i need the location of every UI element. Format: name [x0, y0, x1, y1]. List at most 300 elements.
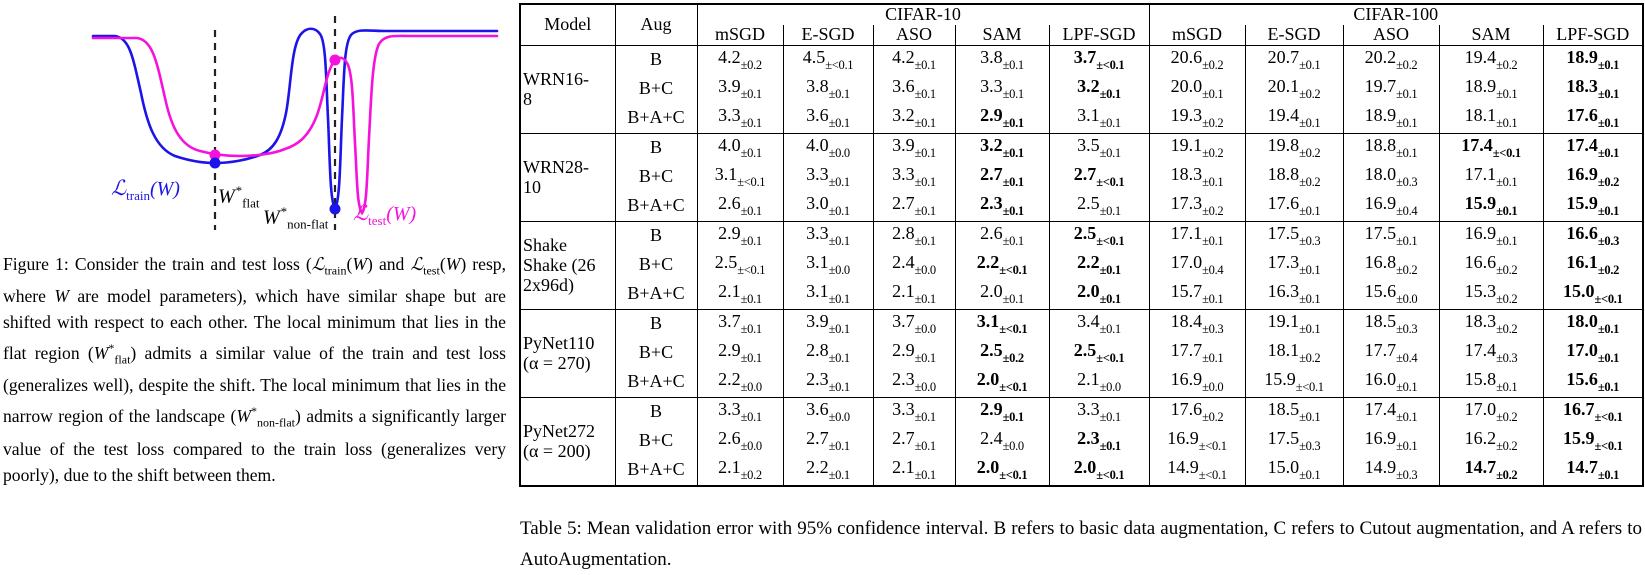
- error-ci: ±0.2: [1202, 58, 1224, 73]
- error-ci: ±<0.1: [1594, 410, 1623, 425]
- error-mean: 3.3: [806, 223, 829, 244]
- error-ci: ±<0.1: [1096, 234, 1125, 249]
- error-value-cell: [783, 309, 873, 339]
- error-value-cell: [1439, 251, 1543, 280]
- nonflat-minimum-label: $W^*_{non-flat}$: [263, 204, 329, 232]
- error-mean: 3.7: [1073, 47, 1097, 68]
- error-mean: 17.4: [1464, 340, 1497, 361]
- error-value-cell: [955, 368, 1049, 398]
- error-mean: 18.8: [1364, 135, 1397, 156]
- error-ci: ±0.0: [1396, 292, 1418, 307]
- error-mean: 2.6: [980, 223, 1003, 244]
- error-value-cell: [697, 163, 783, 192]
- error-value-cell: [1245, 397, 1343, 427]
- error-value-cell: [1245, 427, 1343, 456]
- error-value-cell: [1543, 133, 1643, 163]
- error-mean: 2.8: [806, 340, 829, 361]
- error-value-cell: [1439, 339, 1543, 368]
- error-ci: ±0.1: [1099, 146, 1121, 161]
- error-ci: ±0.1: [1597, 87, 1620, 102]
- error-mean: 3.3: [806, 164, 829, 185]
- error-mean: 2.5: [1073, 340, 1097, 361]
- method-header: mSGD: [697, 25, 783, 45]
- error-value-cell: [1439, 192, 1543, 222]
- error-mean: 18.8: [1267, 164, 1300, 185]
- error-mean: 2.1: [892, 457, 915, 478]
- aug-cell: B: [615, 45, 697, 75]
- error-ci: ±0.2: [1299, 87, 1321, 102]
- error-value-cell: [1149, 427, 1245, 456]
- aug-cell: B+C: [615, 339, 697, 368]
- error-value-cell: [873, 75, 955, 104]
- error-ci: ±0.1: [914, 87, 936, 102]
- error-ci: ±0.1: [1597, 58, 1620, 73]
- error-ci: ±0.1: [1597, 351, 1620, 366]
- aug-cell: B+A+C: [615, 192, 697, 222]
- error-value-cell: [697, 368, 783, 398]
- error-ci: ±0.3: [1597, 234, 1620, 249]
- error-value-cell: [1543, 280, 1643, 310]
- error-value-cell: [1049, 368, 1149, 398]
- error-ci: ±<0.1: [737, 263, 766, 278]
- error-ci: ±<0.1: [1096, 175, 1125, 190]
- error-ci: ±0.2: [1496, 410, 1518, 425]
- model-name-line: Shake (26: [523, 255, 596, 276]
- error-value-cell: [1543, 368, 1643, 398]
- error-mean: 20.2: [1364, 47, 1397, 68]
- error-ci: ±0.1: [1597, 116, 1620, 131]
- error-mean: 2.4: [892, 252, 915, 273]
- error-ci: ±0.1: [914, 204, 936, 219]
- error-value-cell: [1245, 251, 1343, 280]
- error-value-cell: [955, 280, 1049, 310]
- model-name-line: WRN28-: [523, 156, 589, 177]
- aug-cell: B: [615, 309, 697, 339]
- error-ci: ±0.1: [914, 410, 936, 425]
- error-ci: ±0.2: [1299, 175, 1321, 190]
- error-mean: 14.9: [1167, 457, 1199, 478]
- error-ci: ±0.1: [1299, 116, 1321, 131]
- caption-segment: and: [372, 253, 411, 274]
- error-mean: 3.4: [1077, 311, 1100, 332]
- error-value-cell: [1245, 456, 1343, 486]
- error-mean: 2.5: [1077, 193, 1100, 214]
- error-value-cell: [1343, 251, 1439, 280]
- error-mean: 17.5: [1267, 428, 1300, 449]
- error-mean: 3.6: [806, 105, 829, 126]
- error-mean: 16.2: [1464, 428, 1497, 449]
- error-value-cell: [1343, 104, 1439, 134]
- error-value-cell: [1245, 45, 1343, 75]
- error-value-cell: [1049, 251, 1149, 280]
- method-header: SAM: [1439, 25, 1543, 45]
- error-mean: 17.1: [1464, 164, 1497, 185]
- aug-cell: B+C: [615, 251, 697, 280]
- error-mean: 15.9: [1566, 193, 1598, 214]
- error-ci: ±<0.1: [999, 468, 1028, 483]
- error-ci: ±0.1: [1002, 410, 1024, 425]
- error-mean: 3.5: [1077, 135, 1100, 156]
- caption-segment: ) admits a significantly larger value of the test loss compared to the train loss (generalizes very poorly), due to the shift between them.: [3, 406, 506, 485]
- train-flat-point: [210, 158, 221, 169]
- error-mean: 14.9: [1364, 457, 1397, 478]
- dataset-group-header: CIFAR-100: [1149, 4, 1643, 25]
- error-ci: ±0.1: [740, 204, 762, 219]
- error-mean: 2.4: [980, 428, 1003, 449]
- error-mean: 18.5: [1364, 311, 1397, 332]
- error-mean: 2.3: [980, 193, 1003, 214]
- error-value-cell: [783, 397, 873, 427]
- table-row: [520, 251, 1643, 280]
- error-mean: 18.3: [1170, 164, 1203, 185]
- error-ci: ±0.0: [740, 380, 762, 395]
- error-ci: ±0.1: [914, 116, 936, 131]
- error-value-cell: [1439, 456, 1543, 486]
- error-value-cell: [783, 368, 873, 398]
- aug-cell: B: [615, 221, 697, 251]
- aug-column-header: Aug: [615, 4, 697, 45]
- error-mean: 2.0: [976, 369, 1000, 390]
- error-value-cell: [873, 456, 955, 486]
- error-mean: 2.9: [980, 399, 1003, 420]
- error-value-cell: [955, 456, 1049, 486]
- error-value-cell: [1149, 456, 1245, 486]
- caption-segment: W: [54, 286, 69, 307]
- error-value-cell: [1149, 280, 1245, 310]
- error-value-cell: [1343, 133, 1439, 163]
- error-value-cell: [783, 339, 873, 368]
- error-mean: 15.6: [1566, 369, 1598, 390]
- error-mean: 16.8: [1364, 252, 1397, 273]
- error-ci: ±0.1: [740, 146, 762, 161]
- error-mean: 2.8: [892, 223, 915, 244]
- error-ci: ±0.4: [1202, 263, 1224, 278]
- error-ci: ±0.1: [828, 234, 850, 249]
- error-ci: ±0.1: [1299, 292, 1321, 307]
- method-header: LPF-SGD: [1543, 25, 1643, 45]
- loss-landscape-figure: [85, 8, 505, 236]
- error-value-cell: [1343, 45, 1439, 75]
- caption-segment: (: [439, 253, 446, 274]
- error-value-cell: [1149, 75, 1245, 104]
- error-mean: 3.3: [718, 399, 741, 420]
- error-ci: ±0.2: [1496, 58, 1518, 73]
- error-mean: 20.6: [1170, 47, 1203, 68]
- error-mean: 19.1: [1267, 311, 1300, 332]
- error-ci: ±0.2: [1299, 351, 1321, 366]
- error-mean: 19.1: [1170, 135, 1203, 156]
- error-value-cell: [1049, 221, 1149, 251]
- error-value-cell: [1543, 397, 1643, 427]
- error-value-cell: [1543, 339, 1643, 368]
- method-header: ASO: [873, 25, 955, 45]
- error-value-cell: [873, 339, 955, 368]
- error-ci: ±0.1: [1597, 146, 1620, 161]
- model-name-line: 8: [523, 89, 532, 110]
- error-ci: ±<0.1: [999, 380, 1028, 395]
- error-ci: ±0.1: [1299, 468, 1321, 483]
- table-row: [520, 309, 1643, 339]
- error-mean: 3.2: [980, 135, 1003, 156]
- error-value-cell: [955, 397, 1049, 427]
- caption-segment: ): [366, 253, 373, 274]
- caption-segment: flat: [114, 352, 131, 367]
- caption-segment: train: [324, 263, 347, 278]
- error-value-cell: [783, 45, 873, 75]
- error-ci: ±0.0: [914, 263, 936, 278]
- error-value-cell: [1049, 456, 1149, 486]
- error-value-cell: [1049, 339, 1149, 368]
- error-value-cell: [1149, 192, 1245, 222]
- error-ci: ±<0.1: [1198, 439, 1227, 454]
- error-value-cell: [1439, 368, 1543, 398]
- error-value-cell: [783, 251, 873, 280]
- error-mean: 2.6: [718, 193, 741, 214]
- error-value-cell: [1343, 456, 1439, 486]
- table-row: [520, 456, 1643, 486]
- error-mean: 2.3: [806, 369, 829, 390]
- figure-caption: [3, 251, 506, 488]
- error-mean: 16.9: [1364, 193, 1397, 214]
- error-value-cell: [873, 309, 955, 339]
- caption-segment: ) admits a similar value of the train and test loss (generalizes well), despite the shift. The local minimum that lies in the narrow region of the landscape (: [3, 342, 507, 427]
- error-mean: 18.5: [1267, 399, 1300, 420]
- error-value-cell: [783, 221, 873, 251]
- error-value-cell: [1439, 280, 1543, 310]
- error-value-cell: [955, 104, 1049, 134]
- error-value-cell: [1245, 75, 1343, 104]
- error-ci: ±0.0: [914, 322, 936, 337]
- error-value-cell: [697, 309, 783, 339]
- error-value-cell: [1149, 397, 1245, 427]
- error-ci: ±0.0: [828, 263, 850, 278]
- error-value-cell: [783, 133, 873, 163]
- error-mean: 2.6: [718, 428, 741, 449]
- error-value-cell: [697, 397, 783, 427]
- error-mean: 2.2: [806, 457, 829, 478]
- error-value-cell: [1149, 339, 1245, 368]
- error-value-cell: [955, 75, 1049, 104]
- error-mean: 19.7: [1364, 76, 1397, 97]
- error-value-cell: [873, 397, 955, 427]
- error-value-cell: [1343, 368, 1439, 398]
- error-ci: ±0.2: [1597, 263, 1620, 278]
- error-mean: 3.6: [806, 399, 829, 420]
- error-mean: 15.3: [1464, 281, 1497, 302]
- error-ci: ±0.1: [1299, 58, 1321, 73]
- error-ci: ±0.1: [828, 87, 850, 102]
- caption-segment: test: [423, 263, 440, 278]
- error-ci: ±0.1: [914, 175, 936, 190]
- results-table: [519, 3, 1644, 487]
- error-mean: 16.1: [1566, 252, 1598, 273]
- method-header: LPF-SGD: [1049, 25, 1149, 45]
- error-ci: ±0.2: [1496, 468, 1518, 483]
- error-ci: ±0.1: [828, 292, 850, 307]
- error-mean: 16.6: [1566, 223, 1598, 244]
- error-mean: 3.1: [714, 164, 738, 185]
- error-value-cell: [697, 280, 783, 310]
- error-ci: ±<0.1: [1096, 351, 1125, 366]
- error-mean: 2.0: [1073, 457, 1097, 478]
- error-ci: ±0.1: [828, 116, 850, 131]
- model-cell: [520, 45, 615, 133]
- error-ci: ±0.1: [1202, 87, 1224, 102]
- error-ci: ±<0.1: [999, 322, 1028, 337]
- error-ci: ±0.1: [1299, 204, 1321, 219]
- error-ci: ±0.0: [828, 146, 850, 161]
- test-nonflat-point: [330, 55, 341, 66]
- error-ci: ±<0.1: [1295, 380, 1324, 395]
- error-value-cell: [697, 339, 783, 368]
- error-ci: ±0.1: [1396, 380, 1418, 395]
- error-ci: ±0.1: [1396, 234, 1418, 249]
- error-mean: 3.7: [718, 311, 741, 332]
- model-cell: [520, 221, 615, 309]
- aug-cell: B+A+C: [615, 104, 697, 134]
- error-ci: ±0.1: [1002, 58, 1024, 73]
- error-mean: 16.0: [1364, 369, 1397, 390]
- error-ci: ±0.1: [1202, 351, 1224, 366]
- error-mean: 2.7: [892, 428, 915, 449]
- error-ci: ±0.1: [914, 292, 936, 307]
- model-name-line: 10: [523, 177, 541, 198]
- error-value-cell: [1049, 397, 1149, 427]
- error-ci: ±<0.1: [1594, 292, 1623, 307]
- error-ci: ±0.2: [1496, 263, 1518, 278]
- results-table-wrap: [519, 3, 1644, 487]
- aug-cell: B+A+C: [615, 368, 697, 398]
- error-mean: 20.0: [1170, 76, 1203, 97]
- error-mean: 15.0: [1562, 281, 1595, 302]
- error-ci: ±0.1: [1597, 468, 1620, 483]
- error-mean: 3.3: [892, 164, 915, 185]
- error-ci: ±0.1: [914, 234, 936, 249]
- error-value-cell: [1343, 309, 1439, 339]
- model-name-line: WRN16-: [523, 68, 589, 89]
- error-ci: ±0.2: [740, 58, 762, 73]
- error-mean: 2.0: [980, 281, 1003, 302]
- error-ci: ±0.2: [1299, 146, 1321, 161]
- error-mean: 19.8: [1267, 135, 1300, 156]
- error-ci: ±0.1: [828, 322, 850, 337]
- error-mean: 15.0: [1267, 457, 1300, 478]
- error-value-cell: [873, 427, 955, 456]
- table-caption: Table 5: Mean validation error with 95% confidence interval. B refers to basic data augmentation, C refers to Cutout augmentation, and A refers to AutoAugmentation.: [520, 518, 1642, 570]
- error-mean: 3.3: [718, 105, 741, 126]
- error-mean: 3.8: [980, 47, 1003, 68]
- caption-segment: *: [251, 404, 257, 419]
- error-ci: ±0.1: [1202, 292, 1224, 307]
- error-value-cell: [1439, 75, 1543, 104]
- caption-segment: W: [352, 253, 367, 274]
- table-row: [520, 427, 1643, 456]
- error-value-cell: [697, 192, 783, 222]
- table-row: [520, 192, 1643, 222]
- error-ci: ±0.1: [740, 351, 762, 366]
- table-row: [520, 368, 1643, 398]
- error-value-cell: [955, 339, 1049, 368]
- error-ci: ±0.1: [1099, 292, 1121, 307]
- error-ci: ±0.2: [1202, 410, 1224, 425]
- error-ci: ±0.0: [1099, 380, 1121, 395]
- method-header: E-SGD: [1245, 25, 1343, 45]
- error-value-cell: [1049, 45, 1149, 75]
- table-row: [520, 221, 1643, 251]
- error-mean: 15.9: [1562, 428, 1595, 449]
- error-ci: ±0.1: [914, 146, 936, 161]
- error-ci: ±0.2: [1202, 146, 1224, 161]
- error-mean: 2.0: [976, 457, 1000, 478]
- error-value-cell: [697, 456, 783, 486]
- error-mean: 3.9: [806, 311, 829, 332]
- caption-segment: W: [236, 406, 251, 427]
- error-value-cell: [1245, 192, 1343, 222]
- error-value-cell: [1343, 397, 1439, 427]
- error-mean: 2.7: [892, 193, 915, 214]
- error-value-cell: [1149, 104, 1245, 134]
- error-ci: ±<0.1: [825, 58, 854, 73]
- caption-segment: W: [445, 253, 461, 274]
- error-ci: ±0.3: [1299, 234, 1321, 249]
- caption-segment: *: [108, 341, 115, 356]
- error-ci: ±<0.1: [1492, 146, 1521, 161]
- error-mean: 3.1: [806, 281, 829, 302]
- error-ci: ±0.1: [828, 204, 850, 219]
- error-value-cell: [1049, 104, 1149, 134]
- error-ci: ±<0.1: [999, 263, 1028, 278]
- model-name-line: 2x96d): [523, 275, 574, 296]
- error-ci: ±0.0: [828, 410, 850, 425]
- error-mean: 4.0: [806, 135, 829, 156]
- error-ci: ±<0.1: [1096, 468, 1125, 483]
- error-value-cell: [873, 192, 955, 222]
- error-value-cell: [955, 192, 1049, 222]
- error-value-cell: [1245, 104, 1343, 134]
- error-mean: 16.9: [1566, 164, 1598, 185]
- table-row: [520, 104, 1643, 134]
- error-ci: ±0.1: [1396, 116, 1418, 131]
- error-ci: ±0.1: [914, 351, 936, 366]
- error-mean: 15.7: [1170, 281, 1203, 302]
- error-value-cell: [783, 104, 873, 134]
- error-ci: ±0.2: [1396, 263, 1418, 278]
- error-mean: 3.3: [892, 399, 915, 420]
- error-mean: 16.6: [1464, 252, 1497, 273]
- caption-segment: ): [460, 253, 467, 274]
- error-mean: 18.1: [1267, 340, 1300, 361]
- error-mean: 2.3: [1077, 428, 1100, 449]
- model-name-line: PyNet110: [523, 332, 595, 353]
- aug-cell: B+C: [615, 163, 697, 192]
- error-value-cell: [873, 45, 955, 75]
- error-mean: 18.4: [1170, 311, 1203, 332]
- error-value-cell: [1245, 368, 1343, 398]
- error-mean: 16.7: [1562, 399, 1595, 420]
- error-mean: 17.0: [1566, 340, 1598, 361]
- error-value-cell: [783, 280, 873, 310]
- error-value-cell: [1543, 45, 1643, 75]
- error-mean: 16.9: [1170, 369, 1203, 390]
- error-ci: ±0.1: [828, 439, 850, 454]
- error-mean: 18.9: [1566, 47, 1598, 68]
- error-ci: ±0.3: [1396, 468, 1418, 483]
- error-mean: 4.2: [892, 47, 915, 68]
- aug-cell: B+C: [615, 427, 697, 456]
- error-value-cell: [1149, 368, 1245, 398]
- dataset-group-header: CIFAR-10: [697, 4, 1149, 25]
- error-mean: 3.3: [980, 76, 1003, 97]
